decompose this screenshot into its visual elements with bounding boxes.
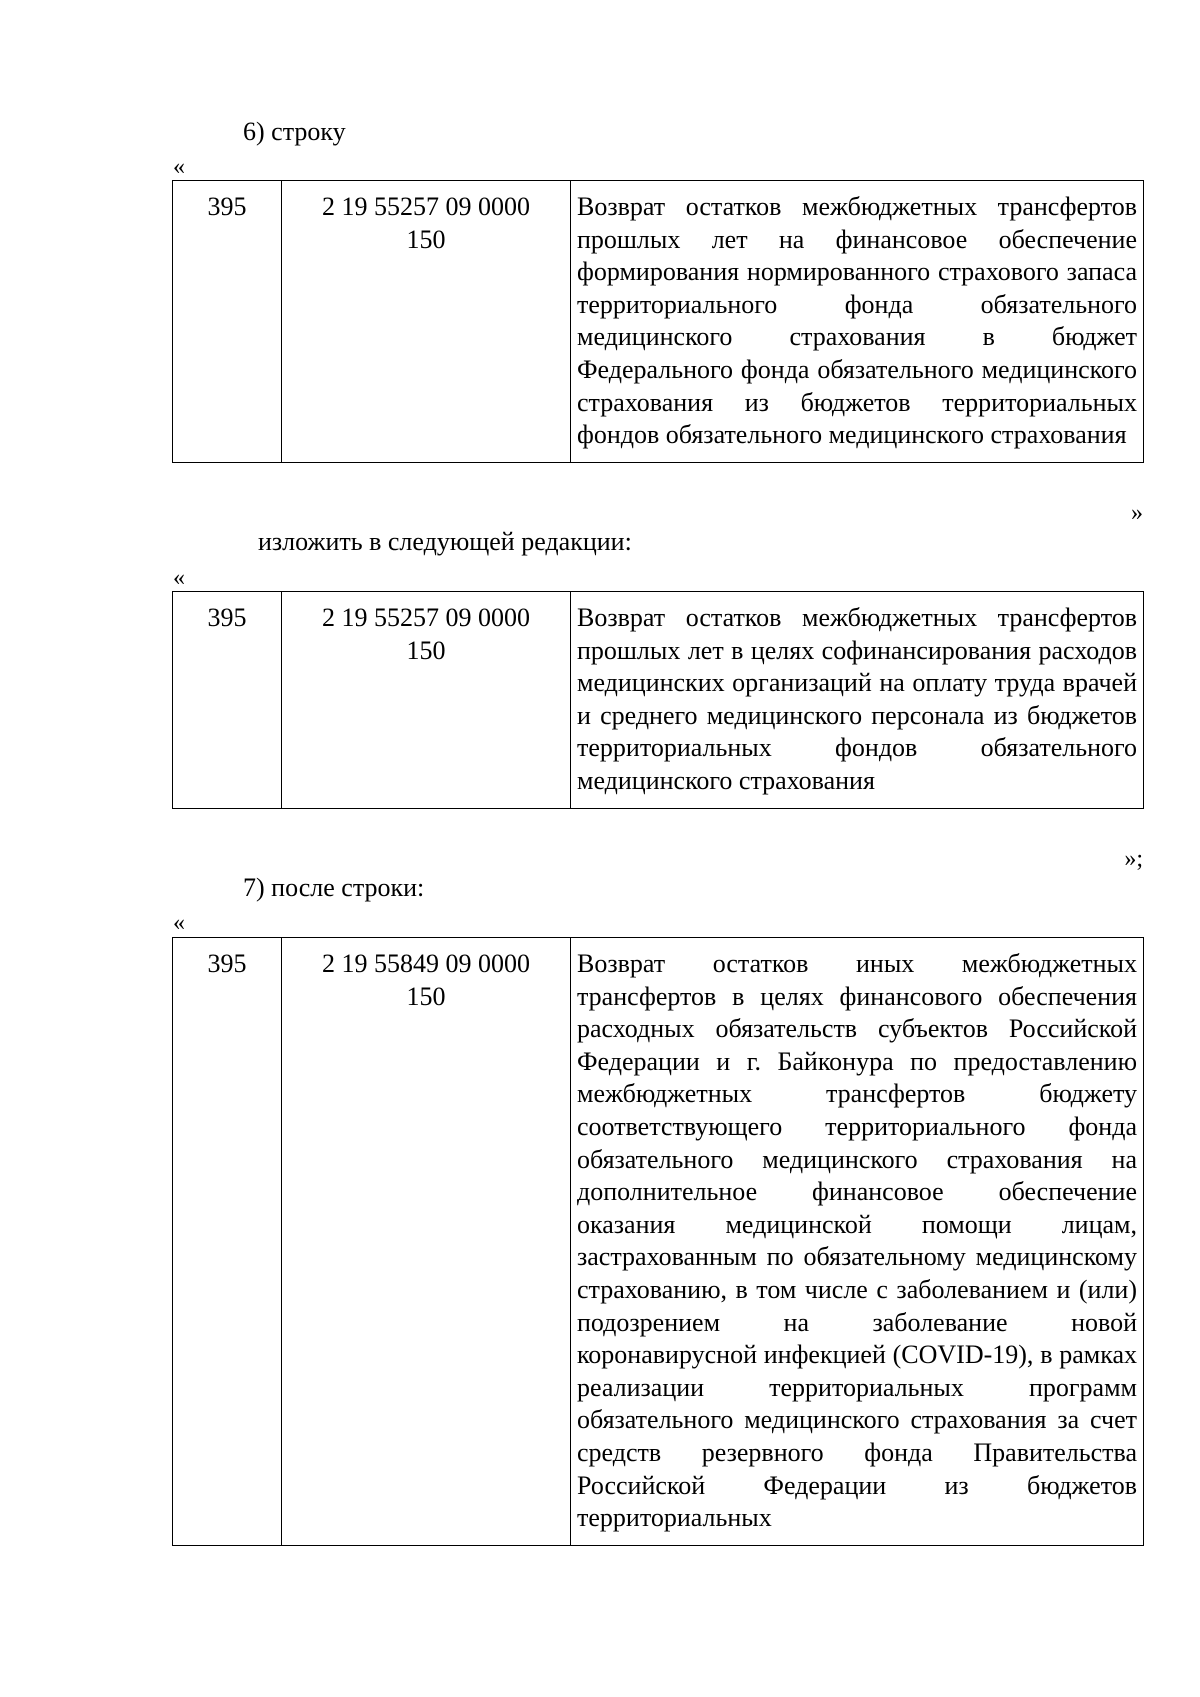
table-row [173, 938, 1144, 1546]
income-name-cell: Возврат остатков иных межбюджетных трансфертов в целях финансового обеспечения расходных обязательств субъектов Российской Федерации и г. Байконура по предоставлению межбюджетных трансфертов бюджету соответствующего территориального фонда обязательного медицинского страхования на дополнительное финансовое обеспечение оказания медицинской помощи лицам, застрахованным по обязательному медицинскому страхованию, в том числе с заболеванием и (или) подозрением на заболевание новой коронавирусной инфекцией (COVID-19), в рамках реализации территориальных программ обязательного медицинского страхования за счет средств резервного фонда Правительства Российской Федерации из бюджетов территориальных [571, 938, 1144, 1546]
kbk-cell [282, 592, 571, 809]
budget-code-cell: 395 [173, 938, 282, 1546]
table-new-row [172, 591, 1144, 809]
kbk-line-1: 2 19 55849 09 0000 [322, 949, 530, 978]
budget-code-cell: 395 [173, 181, 282, 463]
table-row [173, 592, 1144, 809]
income-name-cell: Возврат остатков межбюджетных трансфертов прошлых лет в целях софинансирования расходов медицинских организаций на оплату труда врачей и среднего медицинского персонала из бюджетов территориальных фондов обязательного медицинского страхования [571, 592, 1144, 809]
table-after-row [172, 937, 1144, 1546]
kbk-cell [282, 938, 571, 1546]
income-name-cell: Возврат остатков межбюджетных трансфертов прошлых лет на финансовое обеспечение формирования нормированного страхового запаса территориального фонда обязательного медицинского страхования в бюджет Федерального фонда обязательного медицинского страхования из бюджетов территориальных фондов обязательного медицинского страхования [571, 181, 1144, 463]
budget-code-cell: 395 [173, 592, 282, 809]
kbk-line-2: 150 [406, 981, 446, 1011]
item-6-intro: 6) строку [243, 117, 346, 146]
kbk-line-1: 2 19 55257 09 0000 [322, 192, 530, 221]
new-edition-intro: изложить в следующей редакции: [258, 527, 632, 556]
open-quote: « [173, 910, 185, 936]
kbk-line-2: 150 [406, 224, 446, 254]
item-7-intro: 7) после строки: [243, 873, 425, 902]
close-quote: » [1131, 500, 1143, 526]
table-old-row [172, 180, 1144, 463]
kbk-cell [282, 181, 571, 463]
table-row [173, 181, 1144, 463]
kbk-line-2: 150 [406, 635, 446, 665]
close-quote: »; [1124, 846, 1143, 872]
open-quote: « [173, 154, 185, 180]
kbk-line-1: 2 19 55257 09 0000 [322, 603, 530, 632]
open-quote: « [173, 565, 185, 591]
